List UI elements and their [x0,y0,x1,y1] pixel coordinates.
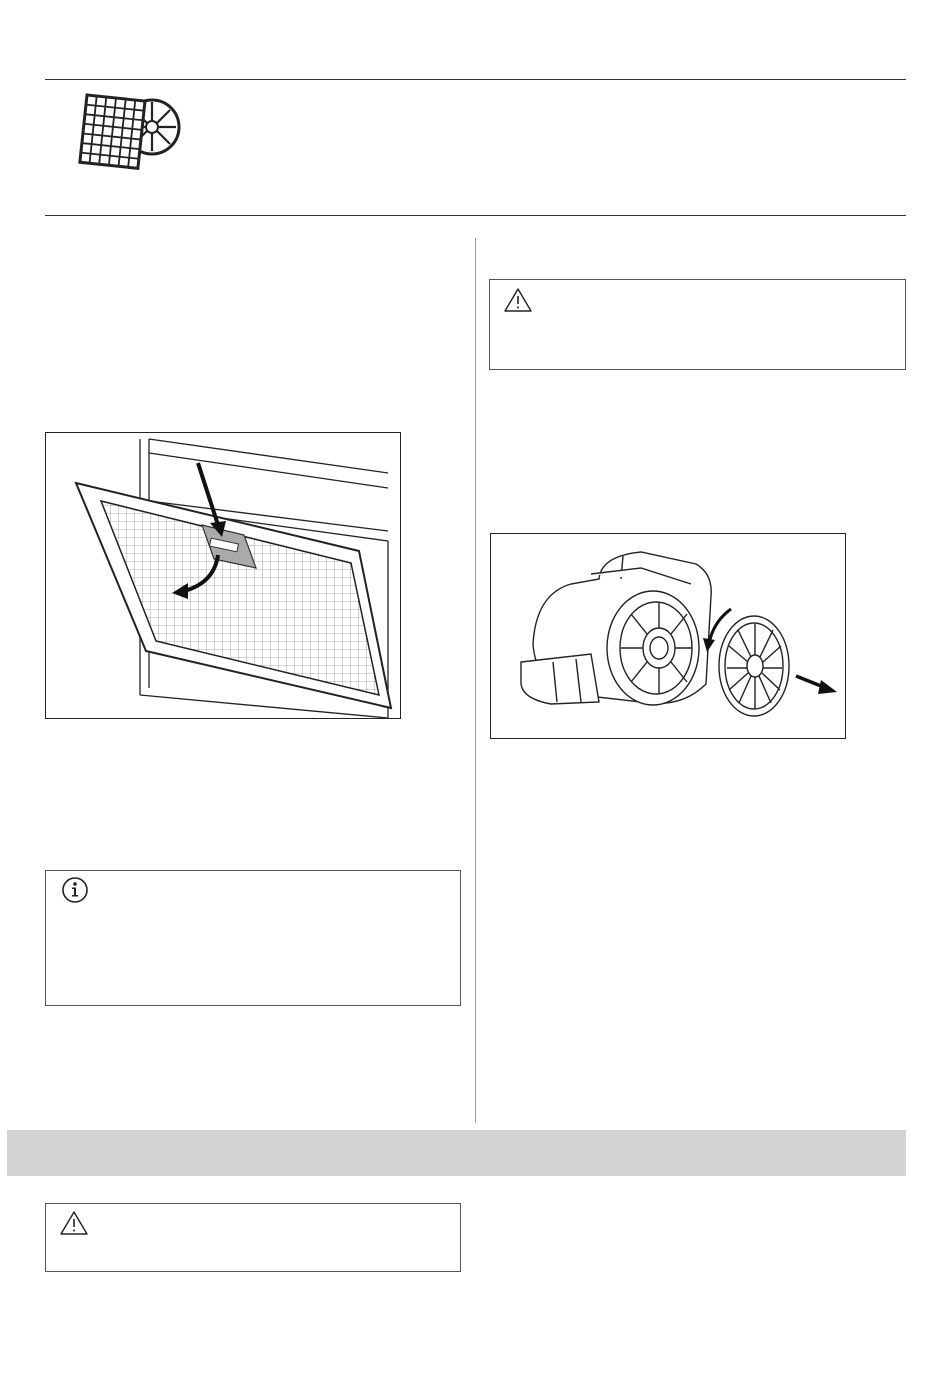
warning-box-bottom [45,1203,461,1272]
column-divider [475,238,476,1123]
charcoal-filter-removal-illustration [490,533,846,739]
warning-triangle-icon [59,1210,89,1236]
warning-triangle-icon [503,287,533,313]
filter-and-fan-icon [75,85,185,185]
info-icon [60,875,90,905]
header-bottom-rule [45,215,906,216]
header-top-rule [45,79,906,80]
info-box [45,870,461,1006]
warning-box-right [489,279,906,370]
grease-filter-removal-illustration [45,432,401,719]
section-heading-band [7,1130,906,1176]
